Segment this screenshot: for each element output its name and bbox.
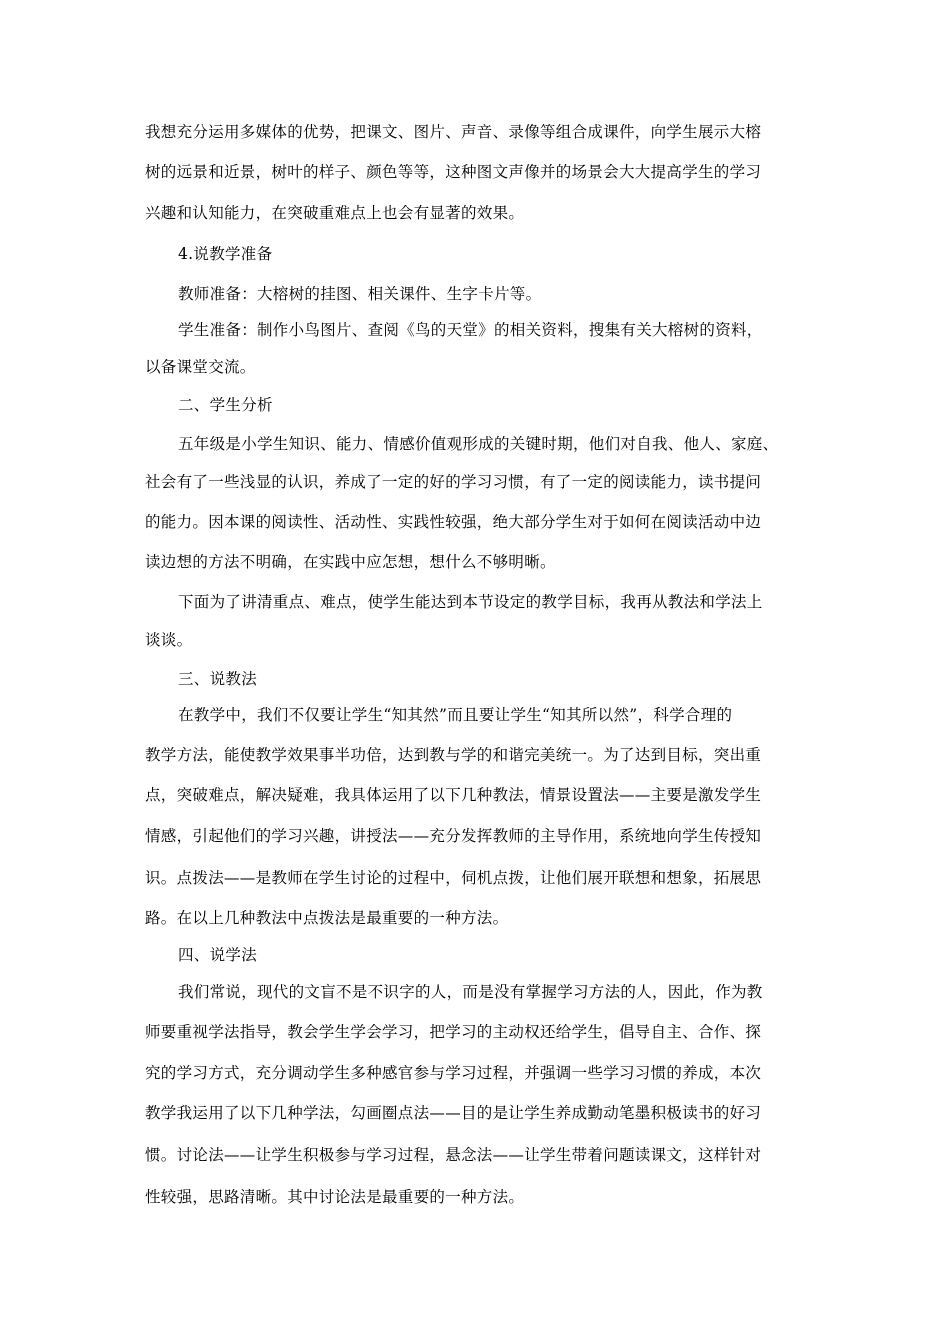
text-line: 教学方法，能使教学效果事半功倍，达到教与学的和谐完美统一。为了达到目标，突出重 [145,746,762,764]
text-line: 读边想的方法不明确，在实践中应怎想，想什么不够明晰。 [145,553,556,571]
text-line: 兴趣和认知能力，在突破重难点上也会有显著的效果。 [145,204,525,222]
text-line: 下面为了讲清重点、难点，使学生能达到本节设定的教学目标，我再从教法和学法上 [178,593,763,611]
text-line: 点，突破难点，解决疑难，我具体运用了以下几种教法，情景设置法——主要是激发学生 [145,786,762,804]
text-line: 社会有了一些浅显的认识，养成了一定的好的学习习惯，有了一定的阅读能力，读书提问 [145,473,762,491]
text-line: 教学我运用了以下几种学法，勾画圈点法——目的是让学生养成勤动笔墨积极读书的好习 [145,1104,762,1122]
text-line: 识。点拨法——是教师在学生讨论的过程中，伺机点拨，让他们展开联想和想象，拓展思 [145,869,762,887]
section-heading: 4.说教学准备 [178,245,273,263]
text-line: 五年级是小学生知识、能力、情感价值观形成的关键时期，他们对自我、他人、家庭、 [178,435,779,453]
section-heading: 二、学生分析 [178,396,273,414]
text-line: 以备课堂交流。 [145,358,256,376]
text-line: 情感，引起他们的学习兴趣，讲授法——充分发挥教师的主导作用，系统地向学生传授知 [145,827,762,845]
text-line: 在教学中，我们不仅要让学生“知其然”而且要让学生“知其所以然”，科学合理的 [178,706,733,724]
text-line: 的能力。因本课的阅读性、活动性、实践性较强，绝大部分学生对于如何在阅读活动中边 [145,513,762,531]
text-line: 惯。讨论法——让学生积极参与学习过程，悬念法——让学生带着问题读课文，这样针对 [145,1146,762,1164]
section-heading: 四、说学法 [178,946,258,964]
text-line: 学生准备：制作小鸟图片、查阅《鸟的天堂》的相关资料，搜集有关大榕树的资料， [178,321,763,339]
text-line: 师要重视学法指导，教会学生学会学习，把学习的主动权还给学生，倡导自主、合作、探 [145,1023,762,1041]
text-line: 教师准备：大榕树的挂图、相关课件、生字卡片等。 [178,285,542,303]
text-line: 我想充分运用多媒体的优势，把课文、图片、声音、录像等组合成课件，向学生展示大榕 [145,123,762,141]
section-heading: 三、说教法 [178,670,258,688]
text-line: 路。在以上几种教法中点拨法是最重要的一种方法。 [145,909,509,927]
text-line: 究的学习方式，充分调动学生多种感官参与学习过程，并强调一些学习习惯的养成，本次 [145,1064,762,1082]
text-line: 性较强，思路清晰。其中讨论法是最重要的一种方法。 [145,1188,525,1206]
text-line: 我们常说，现代的文盲不是不识字的人，而是没有掌握学习方法的人，因此，作为教 [178,983,763,1001]
text-line: 谈谈。 [145,631,193,649]
text-line: 树的远景和近景，树叶的样子、颜色等等，这种图文声像并的场景会大大提高学生的学习 [145,163,762,181]
